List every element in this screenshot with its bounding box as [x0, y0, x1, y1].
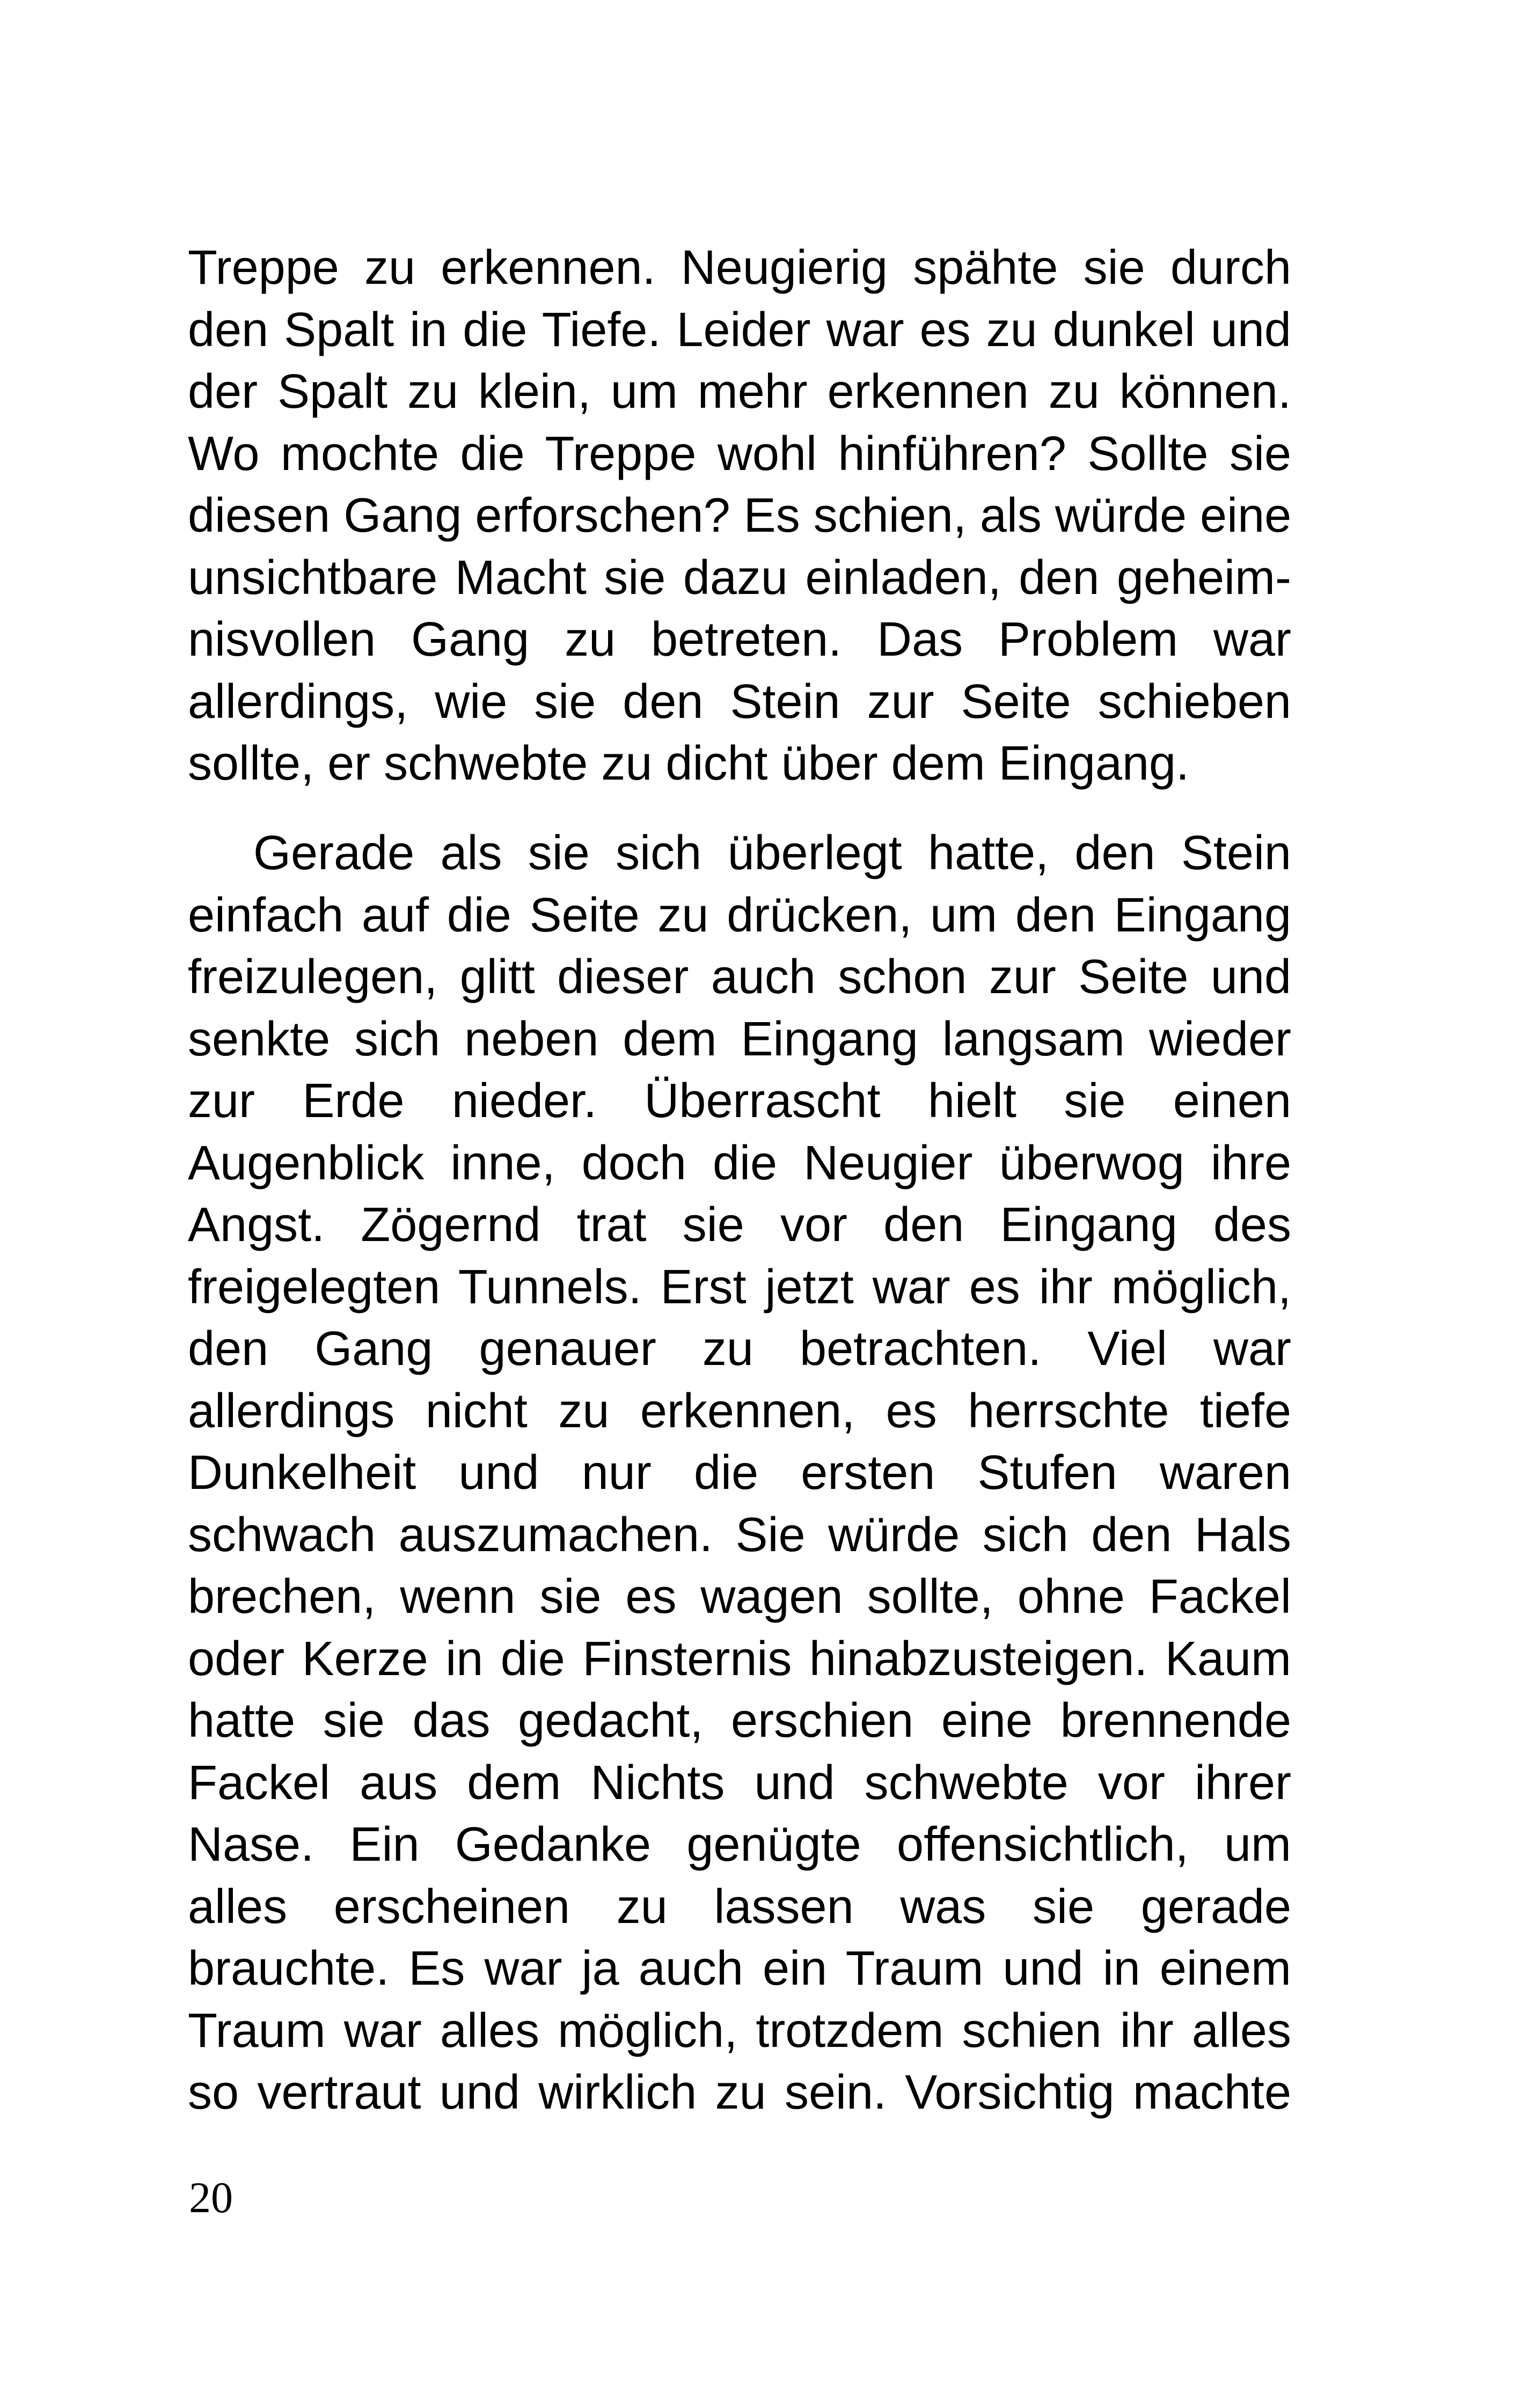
- text-line: Wo mochte die Treppe wohl hinführen? Sollte sie: [188, 427, 1291, 481]
- text-line: den Spalt in die Tiefe. Leider war es zu dunkel und: [188, 303, 1291, 357]
- text-line: den Gang genauer zu betrachten. Viel war: [188, 1322, 1291, 1376]
- text-line: hatte sie das gedacht, erschien eine brennende: [188, 1694, 1291, 1748]
- text-line: Fackel aus dem Nichts und schwebte vor ihrer: [188, 1756, 1291, 1810]
- text-line: diesen Gang erforschen? Es schien, als würde eine: [188, 489, 1292, 542]
- text-line: oder Kerze in die Finsternis hinabzusteigen. Kaum: [188, 1632, 1291, 1686]
- paragraph-2: [188, 823, 1291, 2124]
- text-line: so vertraut und wirklich zu sein. Vorsichtig machte: [188, 2066, 1291, 2119]
- text-line: alles erscheinen zu lassen was sie gerade: [188, 1880, 1291, 1934]
- text-line: Dunkelheit und nur die ersten Stufen waren: [188, 1446, 1291, 1500]
- text-line: Traum war alles möglich, trotzdem schien ihr alles: [188, 2003, 1291, 2058]
- text-line: einfach auf die Seite zu drücken, um den Eingang: [188, 888, 1291, 942]
- paragraph-1: [188, 237, 1291, 795]
- text-line: senkte sich neben dem Eingang langsam wieder: [188, 1012, 1291, 1066]
- text-line: Nase. Ein Gedanke genügte offensichtlich, um: [188, 1818, 1291, 1871]
- text-line: freigelegten Tunnels. Erst jetzt war es ihr möglich,: [188, 1260, 1291, 1314]
- text-line: allerdings nicht zu erkennen, es herrschte tiefe: [188, 1384, 1291, 1438]
- text-line: Angst. Zögernd trat sie vor den Eingang des: [188, 1198, 1291, 1252]
- text-line: allerdings, wie sie den Stein zur Seite schieben: [188, 674, 1291, 729]
- text-line: Augenblick inne, doch die Neugier überwog ihre: [188, 1136, 1291, 1190]
- text-line: brauchte. Es war ja auch ein Traum und in einem: [188, 1942, 1291, 1995]
- text-line: unsichtbare Macht sie dazu einladen, den geheim-: [188, 550, 1291, 605]
- text-line: freizulegen, glitt dieser auch schon zur Seite und: [188, 950, 1291, 1004]
- text-line: Treppe zu erkennen. Neugierig spähte sie durch: [188, 241, 1291, 295]
- text-line: schwach auszumachen. Sie würde sich den Hals: [188, 1508, 1291, 1562]
- page-number: 20: [189, 2173, 233, 2222]
- text-line: nisvollen Gang zu betreten. Das Problem war: [188, 613, 1291, 666]
- text-line: brechen, wenn sie es wagen sollte, ohne Fackel: [188, 1570, 1291, 1624]
- text-line: zur Erde nieder. Überrascht hielt sie einen: [188, 1074, 1291, 1128]
- text-line: der Spalt zu klein, um mehr erkennen zu können.: [188, 365, 1291, 419]
- text-line: sollte, er schwebte zu dicht über dem Eingang.: [188, 737, 1190, 790]
- text-line: Gerade als sie sich überlegt hatte, den Stein: [253, 826, 1291, 880]
